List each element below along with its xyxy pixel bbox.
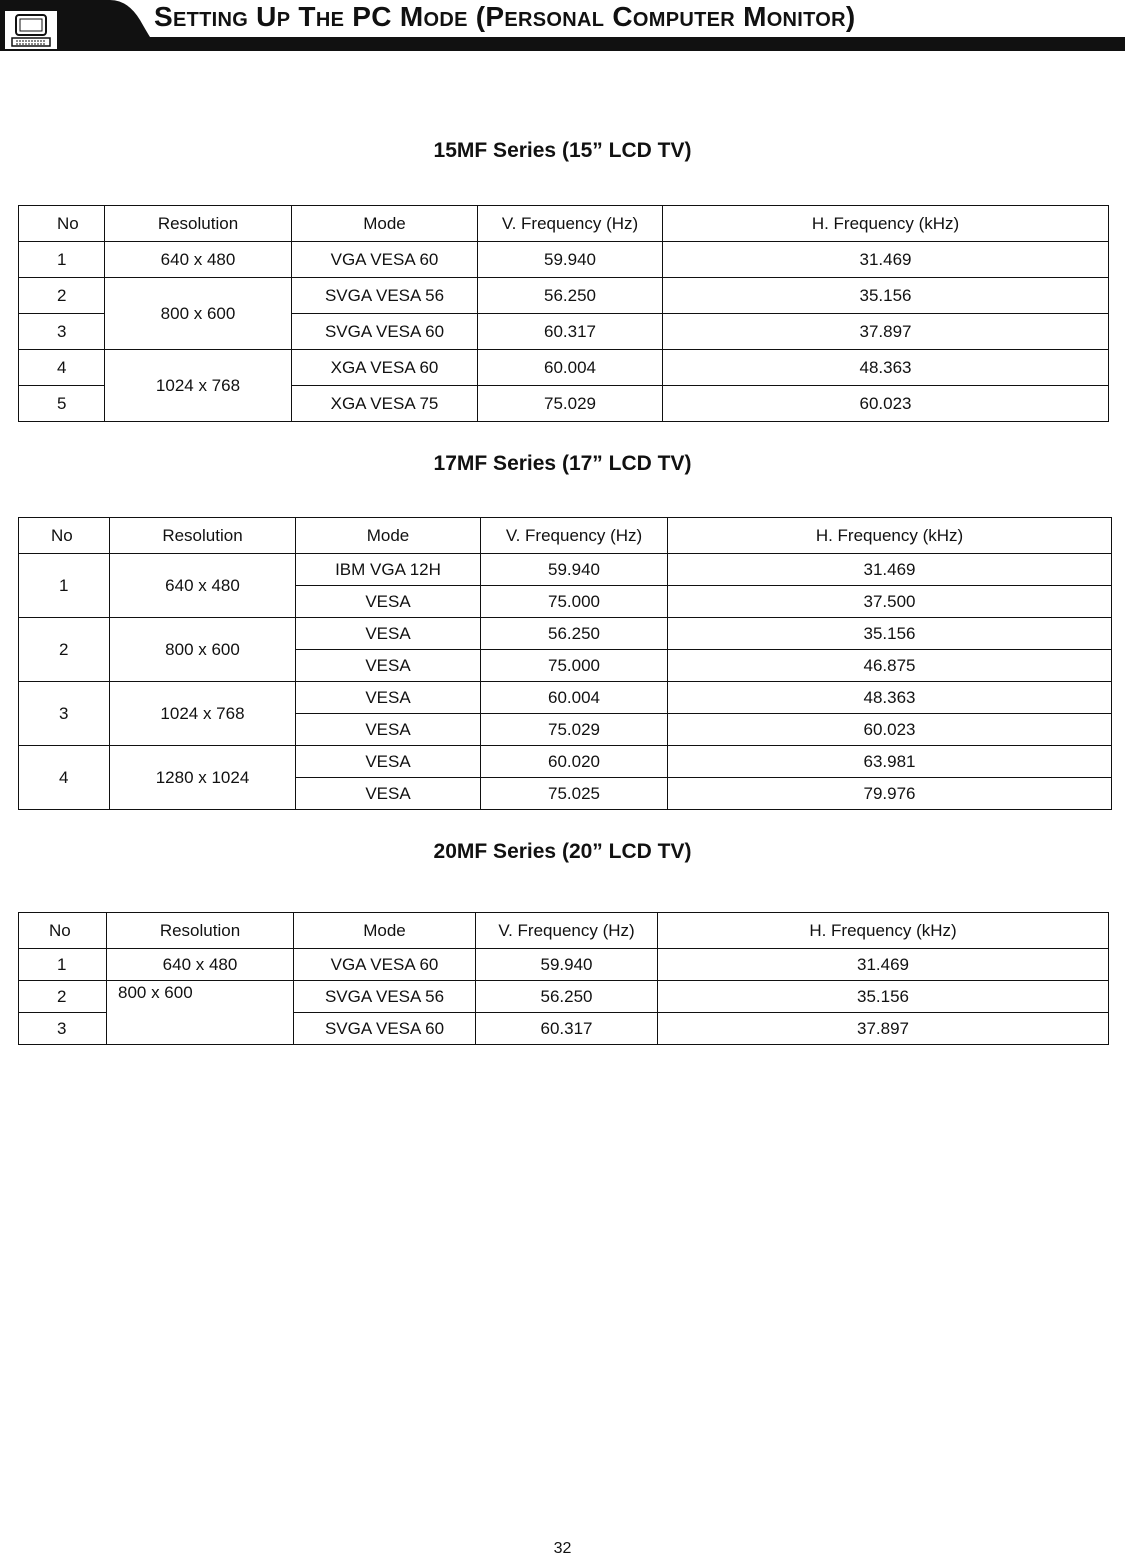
col-header-no: No bbox=[19, 518, 110, 554]
table-row bbox=[19, 242, 1109, 278]
cell-mode: VGA VESA 60 bbox=[292, 242, 478, 278]
cell-resolution: 1024 x 768 bbox=[105, 350, 292, 422]
cell-no: 4 bbox=[19, 746, 110, 810]
page-title: Setting Up The PC Mode (Personal Computer Monitor) bbox=[154, 1, 856, 32]
col-header-vfreq: V. Frequency (Hz) bbox=[481, 518, 668, 554]
cell-hfreq: 37.897 bbox=[658, 1013, 1109, 1045]
col-header-no: No bbox=[19, 206, 105, 242]
header-bar bbox=[0, 37, 1125, 51]
col-header-mode: Mode bbox=[292, 206, 478, 242]
cell-resolution: 640 x 480 bbox=[110, 554, 296, 618]
cell-vfreq: 75.025 bbox=[481, 778, 668, 810]
cell-hfreq: 63.981 bbox=[668, 746, 1112, 778]
cell-vfreq: 56.250 bbox=[476, 981, 658, 1013]
computer-monitor-icon bbox=[4, 10, 58, 50]
cell-resolution: 640 x 480 bbox=[107, 949, 294, 981]
series-title-20mf: 20MF Series (20” LCD TV) bbox=[433, 840, 692, 863]
cell-vfreq: 56.250 bbox=[481, 618, 668, 650]
cell-vfreq: 75.029 bbox=[481, 714, 668, 746]
cell-mode: SVGA VESA 60 bbox=[294, 1013, 476, 1045]
cell-vfreq: 75.029 bbox=[478, 386, 663, 422]
cell-vfreq: 60.317 bbox=[478, 314, 663, 350]
cell-hfreq: 31.469 bbox=[668, 554, 1112, 586]
cell-resolution: 640 x 480 bbox=[105, 242, 292, 278]
cell-resolution: 800 x 600 bbox=[107, 981, 294, 1045]
cell-mode: XGA VESA 60 bbox=[292, 350, 478, 386]
table-row bbox=[19, 618, 1112, 650]
cell-vfreq: 60.317 bbox=[476, 1013, 658, 1045]
table-row bbox=[19, 746, 1112, 778]
cell-hfreq: 31.469 bbox=[658, 949, 1109, 981]
cell-no: 3 bbox=[19, 682, 110, 746]
table-header-row bbox=[19, 206, 1109, 242]
col-header-hfreq: H. Frequency (kHz) bbox=[668, 518, 1112, 554]
col-header-mode: Mode bbox=[296, 518, 481, 554]
cell-mode: VESA bbox=[296, 586, 481, 618]
col-header-resolution: Resolution bbox=[107, 913, 294, 949]
cell-hfreq: 48.363 bbox=[663, 350, 1109, 386]
cell-hfreq: 35.156 bbox=[663, 278, 1109, 314]
table-17mf bbox=[18, 517, 1112, 810]
cell-resolution: 800 x 600 bbox=[105, 278, 292, 350]
table-row bbox=[19, 278, 1109, 314]
cell-hfreq: 60.023 bbox=[663, 386, 1109, 422]
cell-hfreq: 46.875 bbox=[668, 650, 1112, 682]
cell-vfreq: 75.000 bbox=[481, 586, 668, 618]
cell-no: 1 bbox=[19, 242, 105, 278]
cell-mode: VESA bbox=[296, 746, 481, 778]
cell-no: 3 bbox=[19, 1013, 107, 1045]
cell-mode: SVGA VESA 56 bbox=[292, 278, 478, 314]
col-header-vfreq: V. Frequency (Hz) bbox=[476, 913, 658, 949]
cell-resolution: 1280 x 1024 bbox=[110, 746, 296, 810]
cell-mode: XGA VESA 75 bbox=[292, 386, 478, 422]
cell-mode: VESA bbox=[296, 618, 481, 650]
cell-mode: VESA bbox=[296, 714, 481, 746]
cell-hfreq: 60.023 bbox=[668, 714, 1112, 746]
cell-mode: SVGA VESA 56 bbox=[294, 981, 476, 1013]
cell-vfreq: 75.000 bbox=[481, 650, 668, 682]
cell-mode: VESA bbox=[296, 650, 481, 682]
cell-no: 3 bbox=[19, 314, 105, 350]
cell-vfreq: 56.250 bbox=[478, 278, 663, 314]
table-row bbox=[19, 554, 1112, 586]
table-row bbox=[19, 981, 1109, 1013]
cell-mode: VESA bbox=[296, 682, 481, 714]
table-row bbox=[19, 682, 1112, 714]
cell-vfreq: 59.940 bbox=[481, 554, 668, 586]
cell-mode: SVGA VESA 60 bbox=[292, 314, 478, 350]
cell-vfreq: 60.004 bbox=[478, 350, 663, 386]
cell-mode: VESA bbox=[296, 778, 481, 810]
col-header-hfreq: H. Frequency (kHz) bbox=[663, 206, 1109, 242]
table-15mf bbox=[18, 205, 1109, 422]
col-header-mode: Mode bbox=[294, 913, 476, 949]
cell-hfreq: 79.976 bbox=[668, 778, 1112, 810]
cell-hfreq: 37.897 bbox=[663, 314, 1109, 350]
cell-resolution: 800 x 600 bbox=[110, 618, 296, 682]
col-header-no: No bbox=[19, 913, 107, 949]
cell-vfreq: 60.004 bbox=[481, 682, 668, 714]
table-row bbox=[19, 949, 1109, 981]
table-20mf bbox=[18, 912, 1109, 1045]
table-row bbox=[19, 350, 1109, 386]
table-header-row bbox=[19, 913, 1109, 949]
cell-no: 2 bbox=[19, 618, 110, 682]
cell-hfreq: 37.500 bbox=[668, 586, 1112, 618]
cell-hfreq: 31.469 bbox=[663, 242, 1109, 278]
cell-no: 1 bbox=[19, 949, 107, 981]
cell-no: 2 bbox=[19, 981, 107, 1013]
cell-vfreq: 59.940 bbox=[476, 949, 658, 981]
cell-no: 1 bbox=[19, 554, 110, 618]
page-number: 32 bbox=[553, 1540, 572, 1557]
series-title-15mf: 15MF Series (15” LCD TV) bbox=[433, 139, 692, 162]
cell-mode: IBM VGA 12H bbox=[296, 554, 481, 586]
cell-vfreq: 60.020 bbox=[481, 746, 668, 778]
table-header-row bbox=[19, 518, 1112, 554]
cell-no: 2 bbox=[19, 278, 105, 314]
cell-mode: VGA VESA 60 bbox=[294, 949, 476, 981]
series-title-17mf: 17MF Series (17” LCD TV) bbox=[433, 452, 692, 475]
cell-hfreq: 35.156 bbox=[658, 981, 1109, 1013]
cell-no: 4 bbox=[19, 350, 105, 386]
col-header-hfreq: H. Frequency (kHz) bbox=[658, 913, 1109, 949]
cell-resolution: 1024 x 768 bbox=[110, 682, 296, 746]
col-header-resolution: Resolution bbox=[110, 518, 296, 554]
cell-hfreq: 35.156 bbox=[668, 618, 1112, 650]
col-header-vfreq: V. Frequency (Hz) bbox=[478, 206, 663, 242]
cell-no: 5 bbox=[19, 386, 105, 422]
col-header-resolution: Resolution bbox=[105, 206, 292, 242]
cell-vfreq: 59.940 bbox=[478, 242, 663, 278]
cell-hfreq: 48.363 bbox=[668, 682, 1112, 714]
